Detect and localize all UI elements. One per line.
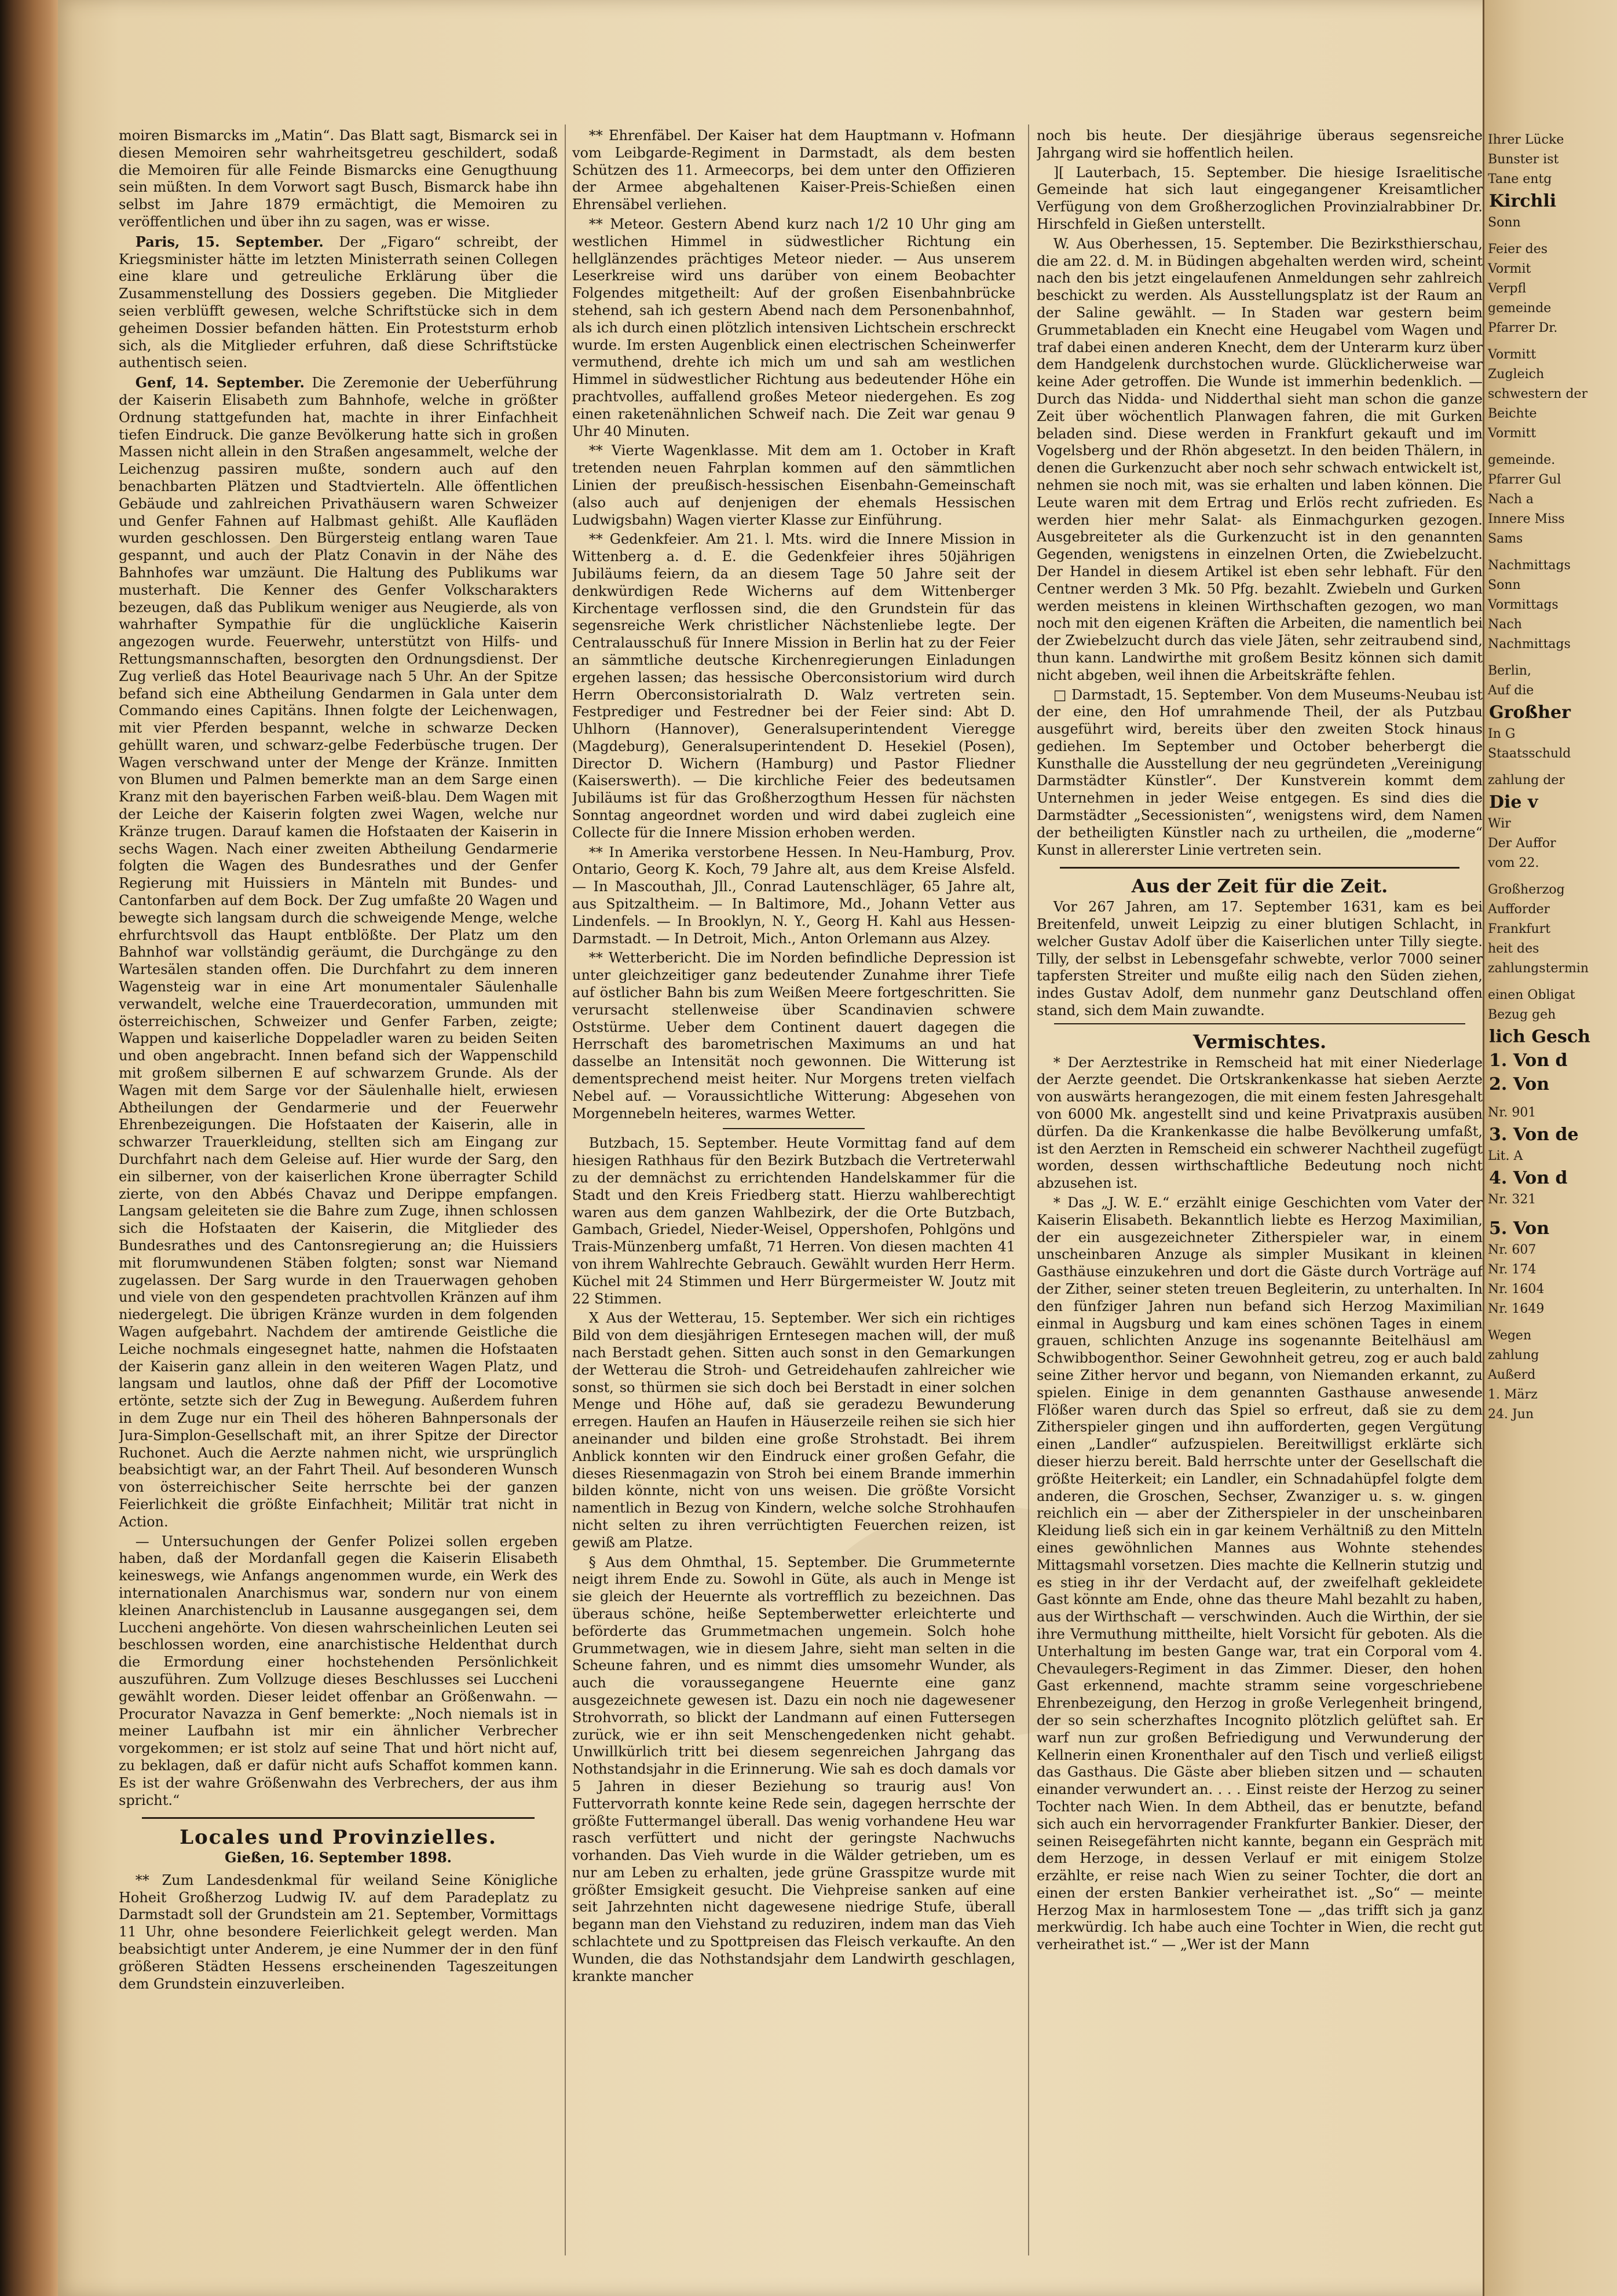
section-heading-locales: Locales und Provinzielles. bbox=[180, 1826, 497, 1850]
section-rule bbox=[1054, 1023, 1465, 1024]
adjacent-page-line: zahlung der bbox=[1488, 773, 1565, 788]
article-paragraph: □ Darmstadt, 15. September. Von dem Museums-Neubau ist der eine, den Hof umrahmende Theil, der als Putzbau ausgeführt wird, bereits über den zweiten Stock hinaus gediehen. Im September und October beherbergt die Kunsthalle die Ausstellung der neu gegründeten „Vereinigung Darmstädter Künstler“. Der Kunstverein kommt dem Unternehmen in jeder Weise entgegen. Es sind dies die Darmstädter „Secessionisten“, wenigstens wird, dem Namen der betheiligten Künstler nach zu urtheilen, die „moderne“ Kunst in allererster Linie vertreten sein. bbox=[1037, 686, 1483, 858]
adjacent-page-line: Nach a bbox=[1488, 492, 1534, 507]
adjacent-page-line: Sonn bbox=[1488, 215, 1521, 230]
adjacent-page-line: 5. Von bbox=[1489, 1218, 1550, 1239]
adjacent-page-line: Außerd bbox=[1488, 1368, 1536, 1382]
adjacent-page-line: Staatsschuld bbox=[1488, 746, 1571, 761]
adjacent-page-line: Nr. 1649 bbox=[1488, 1302, 1545, 1316]
adjacent-page-line: Pfarrer Gul bbox=[1488, 473, 1561, 487]
adjacent-page-line: Kirchli bbox=[1489, 191, 1557, 211]
adjacent-page-line: 4. Von d bbox=[1489, 1168, 1568, 1188]
adjacent-page-line: Nr. 321 bbox=[1488, 1192, 1536, 1207]
adjacent-page-line: vom 22. bbox=[1488, 856, 1539, 870]
article-paragraph bbox=[119, 374, 558, 1530]
adjacent-page-line: In G bbox=[1488, 727, 1516, 741]
adjacent-page-line: 24. Jun bbox=[1488, 1407, 1534, 1422]
article-paragraph: Butzbach, 15. September. Heute Vormittag fand auf dem hiesigen Rathhaus für den Bezirk Butzbach die Vertreterwahl zu der demnächst zu errichtenden Handelskammer für die Stadt und den Kreis Friedberg statt. Hierzu wahlberechtigt waren aus dem ganzen Wahlbezirk, der die Orte Butzbach, Gambach, Griedel, Nieder-Weisel, Oppershofen, Pohlgöns und Trais-Münzenberg umfaßt, 71 Herren. Von diesen machten 41 von ihrem Wahlrechte Gebrauch. Gewählt wurden Herr Herm. Küchel mit 24 Stimmen und Herr Bürgermeister W. Joutz mit 22 Stimmen. bbox=[572, 1135, 1015, 1307]
article-paragraph: — Untersuchungen der Genfer Polizei sollen ergeben haben, daß der Mordanfall gegen die Kaiserin Elisabeth keineswegs, wie Anfangs angenommen wurde, ein Werk des internationalen Anarchismus war, sondern nur von einem kleinen Anarchistenclub in Lausanne ausgegangen sei, dem Luccheni angehörte. Von diesen wahrscheinlichen Leuten sei beschlossen worden, eine anarchistische Heldenthat durch die Ermordung einer hochstehenden Persönlichkeit auszuführen. Zum Vollzuge dieses Beschlusses sei Luccheni gewählt worden. Dieser leidet offenbar an Größenwahn. — Procurator Navazza in Genf bemerkte: „Noch niemals ist in meiner Laufbahn ist mir ein ähnlicher Verbrecher vorgekommen; er ist stolz auf seine That und hört nicht auf, zu beklagen, daß er dafür nicht aufs Schaffot kommen kann. Es ist der wahre Größenwahn des Verbrechers, der aus ihm spricht.“ bbox=[119, 1533, 558, 1808]
adjacent-page-line: Sams bbox=[1488, 532, 1523, 546]
article-paragraph: ** Ehrenfäbel. Der Kaiser hat dem Hauptmann v. Hofmann vom Leibgarde-Regiment in Darmstadt, als dem besten Schützen des 11. Armeecorps, bei dem unter den Offizieren der Armee abgehaltenen Kaiser-Preis-Schießen einen Ehrensäbel verliehen. bbox=[572, 127, 1015, 213]
column-rule bbox=[565, 124, 566, 2255]
adjacent-page-line: gemeinde. bbox=[1488, 453, 1556, 467]
adjacent-page-line: 3. Von de bbox=[1489, 1125, 1579, 1145]
column-3 bbox=[1037, 127, 1483, 2282]
article-paragraph: ** Gedenkfeier. Am 21. l. Mts. wird die Innere Mission in Wittenberg a. d. E. die Gedenkfeier ihres 50jährigen Jubiläums feiern, da an diesem Tage 50 Jahre seit der denkwürdigen Rede Wicherns auf dem Wittenberger Kirchentage verflossen sind, die den Grundstein für das segensreiche Werk christlicher Nächstenliebe legte. Der Centralausschuß für Innere Mission in Berlin hat zu der Feier an sämmtliche deutsche Kirchenregierungen Einladungen ergehen lassen; das hessische Oberconsistorium wird durch Herrn Oberconsistorialrath D. Walz vertreten sein. Festprediger und Festredner bei der Feier sind: Abt D. Uhlhorn (Hannover), Generalsuperintendent Vieregge (Magdeburg), Generalsuperintendent D. Hesekiel (Posen), Director D. Wichern (Hamburg) und Pastor Fliedner (Kaiserswerth). — Die kirchliche Feier des bedeutsamen Jubiläums ist für das Großherzogthum Hessen für nächsten Sonntag angeordnet worden und wird dabei zugleich eine Collecte für die Innere Mission erhoben werden. bbox=[572, 531, 1015, 841]
adjacent-page-line: Auf die bbox=[1488, 683, 1534, 698]
article-paragraph: ** Meteor. Gestern Abend kurz nach 1/2 10 Uhr ging am westlichen Himmel in südwestlicher Richtung ein hellglänzendes prächtiges Meteor nieder. — Aus unserem Leserkreise wird uns darüber von einem Beobachter Folgendes mitgetheilt: Auf der großen Eisenbahnbrücke stehend, sah ich gestern Abend nach dem Personenbahnhof, als ich durch einen plötzlich intensiven Lichtschein erschreckt wurde. Im ersten Augenblick einen electrischen Scheinwerfer vermuthend, drehte ich mich um und sah am westlichen Himmel in südwestlicher Richtung aus bedeutender Höhe ein prachtvolles, auffallend großes Meteor niedergehen. Es zog einen raketenähnlichen Schweif nach. Die Zeit war genau 9 Uhr 40 Minuten. bbox=[572, 215, 1015, 440]
adjacent-page-line: Aufforder bbox=[1488, 902, 1550, 917]
adjacent-page-line: 1. Von d bbox=[1489, 1050, 1568, 1071]
article-text: Die Zeremonie der Ueberführung der Kaiserin Elisabeth zum Bahnhofe, welche in größter Ordnung stattgefunden hat, machte in ihrer Einfachheit tiefen Eindruck. Die ganze Bevölkerung hatte sich in großen Massen nicht allein in den Straßen angesammelt, welche der Leichenzug passiren mußte, sondern auch auf den benachbarten Plätzen und Stadtvierteln. Alle öffentlichen Gebäude und zahlreichen Privathäusern waren Schweizer und Genfer Fahnen auf Halbmast gehißt. Alle Kaufläden wurden geschlossen. Den Bürgersteig entlang waren Taue gespannt, und auch der Platz Conavin in der Nähe des Bahnhofes war umzäunt. Die Haltung des Publikums war musterhaft. Die Kenner des Genfer Volkscharakters bezeugen, daß das Publikum weniger aus Neugierde, als von wahrhafter Sympathie für die unglückliche Kaiserin angezogen wurde. Feuerwehr, unterstützt von Hilfs- und Rettungsmannschaften, besorgten den Ordnungsdienst. Der Zug verließ das Hotel Beaurivage nach 5 Uhr. An der Spitze befand sich eine Abtheilung Gendarmen in Gala unter dem Commando eines Capitäns. Ihnen folgte der Leichenwagen, mit vier Pferden bespannt, welche in schwarze Decken gehüllt waren, und schwarz-gelbe Federbüsche trugen. Der Wagen verschwand unter der Menge der Kränze. Inmitten von Blumen und Palmen bemerkte man an dem Sarge einen Kranz mit den bayerischen Farben weiß-blau. Dem Wagen mit der Leiche der Kaiserin folgten zwei Wagen, welche nur Kränze trugen. Darauf kamen die Hofstaaten der Kaiserin in sechs Wagen. Nach einer zweiten Abtheilung Gendarmerie folgten die Wagen des Bundesrathes und der Genfer Regierung mit Huissiers in Mänteln mit Bundes- und Cantonfarben auf dem Bock. Der Zug umfaßte 20 Wagen und bewegte sich langsam durch die schweigende Menge, welche ehrfurchtsvoll das Haupt entblößte. Der Platz um den Bahnhof war vollständig geräumt, die Durchgänge zu den Wartesälen standen offen. Die Durchfahrt zu dem inneren Wagensteig war in eine Art monumentaler Säulenhalle verwandelt, welche eine Trauerdecoration, ummunden mit österreichischen, Schweizer und Genfer Farben, zeigte; Wappen und kaiserliche Doppeladler waren zu beiden Seiten und oben angebracht. Innen befand sich der Wappenschild mit großem silbernen E auf schwarzem Grunde. Als der Wagen mit dem Sarge vor der Säulenhalle hielt, erwiesen Abtheilungen der Gendarmerie und der Feuerwehr Ehrenbezeigungen. Die Hofstaaten der Kaiserin, alle in schwarzer Trauerkleidung, stellten sich am Eingang zur Durchfahrt nach dem Geleise auf. Hier wurde der Sarg, den ein silberner, von der kaiserlichen Krone überragter Schild zierte, von den Abbés Chavaz und Derippe empfangen. Langsam geleiteten sie die Bahre zum Zuge, ihnen schlossen sich die Hofstaaten der Kaiserin, die Mitglieder des Bundesrathes und des Cantonsregierung an; die Huissiers mit florumwundenen Stäben folgten; sonst war Niemand zugelassen. Der Sarg wurde in den Trauerwagen gehoben und viele von den gespendeten prachtvollen Kränzen auf ihm niedergelegt. Die übrigen Kränze wurden in dem folgenden Wagen aufgebahrt. Nachdem der amtirende Geistliche die Leiche nochmals eingesegnet hatte, nahmen die Hofstaaten der Kaiserin ganz allein in den weiteren Wagen Platz, und langsam und lautlos, ohne daß der Pfiff der Locomotive ertönte, setzte sich der Zug in Bewegung. Außerdem fuhren in dem Zuge nur ein Theil des höheren Bahnpersonals der Jura-Simplon-Gesellschaft mit, an ihrer Spitze der Director Ruchonet. Auch die Aerzte nahmen nicht, wie ursprünglich beabsichtigt war, an der Fahrt Theil. Auf besonderen Wunsch von österreichischer Seite herrschte bei der ganzen Feierlichkeit die größte Einfachheit; Militär trat nicht in Action. bbox=[119, 375, 558, 1530]
section-dateline: Gießen, 16. September 1898. bbox=[225, 1849, 452, 1866]
adjacent-page-line: Zugleich bbox=[1488, 367, 1545, 382]
adjacent-page-line: Der Auffor bbox=[1488, 836, 1556, 851]
section-rule bbox=[1060, 867, 1459, 869]
section-rule bbox=[723, 1128, 865, 1129]
adjacent-page-line: Beichte bbox=[1488, 407, 1537, 421]
adjacent-page-line: Ihrer Lücke bbox=[1488, 133, 1564, 147]
article-text: Der „Figaro“ schreibt, der Kriegsminister hätte im letzten Ministerrath seinen Collegen eine klare und getreuliche Erklärung über die Zusammenstellung des Dossiers gegeben. Die Mitglieder seien verblüfft gewesen, welche Schriftstücke sich in dem geheimen Dossier befanden hätten. Ein Proteststurm erhob sich, als die Mitglieder erfuhren, daß diese Schriftstücke authentisch seien. bbox=[119, 233, 558, 371]
adjacent-page-line: Sonn bbox=[1488, 578, 1521, 592]
article-paragraph bbox=[119, 233, 558, 372]
adjacent-page-line: Großher bbox=[1489, 702, 1571, 723]
adjacent-page-line: Wir bbox=[1488, 816, 1511, 831]
adjacent-page-line: Großherzog bbox=[1488, 882, 1565, 897]
article-paragraph: ** Wetterbericht. Die im Norden befindliche Depression ist unter gleichzeitiger ganz bedeutender Zunahme ihrer Tiefe auf östlicher Bahn bis zum Weißen Meere fortgeschritten. Sie verursacht stellenweise über Scandinavien schwere Oststürme. Ueber dem Continent dauert dagegen die Herrschaft des barometrischen Maximums an und hat dasselbe an Intensität noch gewonnen. Die Witterung ist dementsprechend meist heiter. Nur Morgens treten vielfach Nebel auf. — Voraussichtliche Witterung: Abgesehen von Morgennebeln heiteres, warmes Wetter. bbox=[572, 950, 1015, 1122]
section-heading-zeit: Aus der Zeit für die Zeit. bbox=[1131, 875, 1388, 898]
article-paragraph: Ⅹ Aus der Wetterau, 15. September. Wer sich ein richtiges Bild von dem diesjährigen Erntesegen machen will, der muß nach Berstadt gehen. Sitten auch sonst in den Gemarkungen der Wetterau die Stroh- und Getreidehaufen zahlreicher wie sonst, so thürmen sie sich doch bei Berstadt in einer solchen Menge und Höhe auf, daß sie geradezu Bewunderung erregen. Haufen an Haufen in Häuserzeile reihen sie sich hier aneinander und bilden eine große Strohstadt. Bei ihrem Anblick konnten wir den Eindruck einer großen Gefahr, die dieses Riesenmagazin von Stroh bei einem Brande immerhin bilden könnte, nicht von uns weisen. Die größte Vorsicht namentlich in Bezug von Kindern, welche solche Strohhaufen nicht selten zu ihren verrüchtigten Feuerchen reizen, ist gewiß am Platze. bbox=[572, 1310, 1015, 1551]
adjacent-page-line: zahlungstermin bbox=[1488, 961, 1589, 976]
adjacent-page-line: 1. März bbox=[1488, 1387, 1538, 1402]
adjacent-page-line: Wegen bbox=[1488, 1328, 1532, 1343]
column-2 bbox=[572, 127, 1015, 2282]
article-paragraph: § Aus dem Ohmthal, 15. September. Die Grummeternte neigt ihrem Ende zu. Sowohl in Güte, als auch in Menge ist sie gleich der Heuernte als vortrefflich zu bezeichnen. Das überaus schöne, heiße Septemberwetter erleichterte und beförderte das Grummetmachen ungemein. Solch hohe Grummetwagen, wie in diesem Jahre, sieht man selten in die Scheune fahren, und es nimmt dies umsomehr Wunder, als auch die voraussegangene Heuernte eine ganz ausgezeichnete gewesen ist. Dazu ein noch nie dagewesener Strohvorrath, so blickt der Landmann auf einen Futtersegen zurück, wie er ihn seit Menschengedenken nicht gehabt. Unwillkürlich tritt bei diesem segenreichen Jahrgang das Nothstandsjahr in die Erinnerung. Wie sah es doch damals vor 5 Jahren in dieser Beziehung so traurig aus! Von Futtervorrath konnte keine Rede sein, dagegen herrschte der größte Futtermangel überall. Das wenig vorhandene Heu war rasch verfüttert und nicht der geringste Nachwuchs vorhanden. Das Vieh wurde in die Wälder getrieben, um es nur am Leben zu erhalten, jede grüne Grasspitze wurde mit größter Emsigkeit gesucht. Die Viehpreise sanken auf eine seit Jahrzehnten nicht dagewesene niedrige Stufe, überall begann man den Viehstand zu reduziren, indem man das Vieh schlachtete und zu Spottpreisen das Fleisch verkaufte. An den Wunden, die das Nothstandsjahr dem Landwirth geschlagen, krankte mancher bbox=[572, 1554, 1015, 1984]
adjacent-page-line: Vormittags bbox=[1488, 598, 1559, 612]
adjacent-page-line: gemeinde bbox=[1488, 301, 1552, 316]
article-paragraph: ][ Lauterbach, 15. September. Die hiesige Israelitische Gemeinde hat sich laut eingegangener Kreisamtlicher Verfügung von dem Großherzoglichen Provinzialrabbiner Dr. Hirschfeld in Gießen unterstellt. bbox=[1037, 164, 1483, 232]
adjacent-page-line: Nach bbox=[1488, 617, 1522, 632]
adjacent-page-line: Nr. 607 bbox=[1488, 1243, 1536, 1257]
adjacent-page-line: Nr. 901 bbox=[1488, 1105, 1536, 1120]
adjacent-page-line: Nachmittags bbox=[1488, 637, 1571, 651]
adjacent-page-line: Nachmittags bbox=[1488, 558, 1571, 573]
column-rule bbox=[1028, 124, 1029, 2255]
adjacent-page-line: Bezug geh bbox=[1488, 1008, 1556, 1022]
section-rule bbox=[142, 1817, 535, 1819]
column-1 bbox=[119, 127, 558, 2282]
dateline-lead: Genf, 14. September. bbox=[135, 374, 305, 391]
adjacent-page-line: Innere Miss bbox=[1488, 512, 1565, 526]
article-paragraph: moiren Bismarcks im „Matin“. Das Blatt sagt, Bismarck sei in diesen Memoiren sehr wahrheitsgetreu geschildert, sodaß die Memoiren für alle Feinde Bismarcks eine Genugthuung sein müßten. In dem Vorwort sagt Busch, Bismarck habe ihn selbst im Jahre 1879 ermächtigt, die Memoiren zu veröffentlichen und über ihn zu sagen, was er wisse. bbox=[119, 127, 558, 230]
adjacent-page-line: Die v bbox=[1489, 792, 1538, 812]
adjacent-page-line: Bunster ist bbox=[1488, 152, 1559, 167]
adjacent-page-line: zahlung bbox=[1488, 1348, 1539, 1363]
adjacent-page-line: Vormitt bbox=[1488, 347, 1536, 362]
adjacent-page-line: 2. Von bbox=[1489, 1074, 1550, 1094]
adjacent-page-line: Lit. A bbox=[1488, 1149, 1523, 1163]
adjacent-page-line: Feier des bbox=[1488, 242, 1548, 257]
adjacent-page-line: Frankfurt bbox=[1488, 922, 1551, 936]
article-paragraph: Vor 267 Jahren, am 17. September 1631, kam es bei Breitenfeld, unweit Leipzig zu einer blutigen Schlacht, in welcher Gustav Adolf über die Kaiserlichen unter Tilly siegte. Tilly, der selbst in Lebensgefahr schwebte, verlor 7000 seiner tapfersten Streiter und mußte eilig nach den Süden ziehen, indes Gustav Adolf, dem nunmehr ganz Deutschland offen stand, sich dem Main zuwandte. bbox=[1037, 899, 1483, 1019]
adjacent-page-line: schwestern der bbox=[1488, 387, 1588, 401]
adjacent-page-line: heit des bbox=[1488, 942, 1539, 956]
adjacent-page-text bbox=[1484, 0, 1617, 1423]
adjacent-page-line: Tane entg bbox=[1488, 172, 1552, 186]
adjacent-page-line: Berlin, bbox=[1488, 664, 1531, 678]
article-paragraph: ** Zum Landesdenkmal für weiland Seine Königliche Hoheit Großherzog Ludwig IV. auf dem Paradeplatz zu Darmstadt soll der Grundstein am 21. September, Vormittags 11 Uhr, ohne besondere Feierlichkeit gelegt werden. Man beabsichtigt unter Anderem, je eine Nummer der in den fünf größeren Städten Hessens erscheinenden Tageszeitungen dem Grundstein einzuverleiben. bbox=[119, 1872, 558, 1992]
adjacent-page-line: einen Obligat bbox=[1488, 988, 1575, 1002]
article-paragraph: W. Aus Oberhessen, 15. September. Die Bezirksthierschau, die am 22. d. M. in Büdingen abgehalten werden wird, scheint nach den bis jetzt eingelaufenen Anmeldungen sehr zahlreich beschickt zu werden. Als Ausstellungsplatz ist der Raum an der Saline gewählt. — In Staden war gestern beim Grummetabladen ein Knecht eine Heugabel vom Wagen und traf dabei einen anderen Knecht, dem der Unterarm kurz über dem Handgelenk durchstochen wurde. Glücklicherweise war keine Ader getroffen. Die Wunde ist immerhin bedenklich. — Durch das Nidda- und Nidderthal sieht man schon die ganze Zeit über wöchentlich Planwagen fahren, die mit Gurken beladen sind. Diese werden in Frankfurt gekauft und im Vogelsberg und der Rhön abgesetzt. In den beiden Thälern, in denen die Gurkenzucht aber noch sehr schwach entwickelt ist, nehmen sie noch mit, was sie erhalten und laben können. Die Leute waren mit dem Ertrag und Erlös recht zufrieden. Es werden hier mehr Salat- als Einmachgurken gezogen. Ausgebreiteter als die Gurkenzucht ist in den genannten Gegenden, wenigstens in einzelnen Orten, die Zwiebelzucht. Der Handel in diesem Artikel ist eben sehr lebhaft. Für den Centner werden 3 Mk. 50 Pfg. bezahlt. Zwiebeln und Gurken werden meistens in kleinen Wirthschaften gezogen, wo man noch mit den eigenen Kräften die Arbeiten, die namentlich bei der Zwiebelzucht durch das viele Jäten, sehr zeitraubend sind, thun kann. Landwirthe mit großem Besitz können sich damit nicht abgeben, weil ihnen die Arbeitskräfte fehlen. bbox=[1037, 235, 1483, 683]
adjacent-page-line: Nr. 174 bbox=[1488, 1262, 1536, 1277]
adjacent-page-line: Vormit bbox=[1488, 262, 1531, 276]
dateline-lead: Paris, 15. September. bbox=[135, 233, 324, 250]
article-paragraph: * Der Aerztestrike in Remscheid hat mit einer Niederlage der Aerzte geendet. Die Ortskrankenkasse hat sieben Aerzte von auswärts herangezogen, die mit einem festen Jahresgehalt von 6000 Mk. angestellt sind und keine Privatpraxis ausüben dürfen. Da die Krankenkasse die halbe Bevölkerung umfaßt, ist den Aerzten in Remscheid ein schwerer Nachtheil zugefügt worden, dessen wirthschaftliche Bedeutung noch nicht abzusehen ist. bbox=[1037, 1054, 1483, 1192]
adjacent-page-line: Vormitt bbox=[1488, 426, 1536, 441]
article-paragraph: ** Vierte Wagenklasse. Mit dem am 1. October in Kraft tretenden neuen Fahrplan kommen auf den sämmtlichen Linien der preußisch-hessischen Eisenbahn-Gemeinschaft (also auch auf denjenigen der ehemals Hessischen Ludwigsbahn) Wagen vierter Klasse zur Einführung. bbox=[572, 442, 1015, 528]
adjacent-page-strip bbox=[1483, 0, 1617, 2296]
adjacent-page-line: lich Gesch bbox=[1489, 1027, 1590, 1047]
article-paragraph: noch bis heute. Der diesjährige überaus segensreiche Jahrgang wird sie hoffentlich heilen. bbox=[1037, 127, 1483, 161]
section-heading-vermischtes: Vermischtes. bbox=[1192, 1030, 1327, 1053]
adjacent-page-line: Verpfl bbox=[1488, 281, 1527, 296]
book-binding bbox=[0, 0, 58, 2296]
article-paragraph: * Das „J. W. E.“ erzählt einige Geschichten vom Vater der Kaiserin Elisabeth. Bekanntlich liebte es Herzog Maximilian, der ein ausgezeichneter Zitherspieler war, in einem unscheinbaren Anzuge als simpler Musikant in kleinen Gasthäuse einzukehren und dort die Gäste durch Vorträge auf der Zither, seiner steten treuen Begleiterin, zu unterhalten. In den fünfziger Jahren nun befand sich Herzog Maximilian einmal in Augsburg und kam eines schönen Tages in einem grauen, schlichten Anzuge ins sogenannte Beitelhäusl am Schwibbogenthor. Seiner Gewohnheit getreu, zog er auch bald seine Zither hervor und begann, von Niemanden erkannt, zu spielen. Einige in dem genannten Gasthause anwesende Flößer waren durch das Spiel so erfreut, daß sie zu dem Zitherspieler gingen und ihn aufforderten, gegen Vergütung einen „Landler“ aufzuspielen. Bereitwilligst erklärte sich dieser hierzu bereit. Bald herrschte unter der Gesellschaft die größte Heiterkeit; ein Landler, ein Schnadahüpfel folgte dem anderen, die Groschen, Sechser, Zwanziger u. s. w. gingen reichlich ein — aber der Zitherspieler in der unscheinbaren Kleidung ließ sich ein in gar keinem Verhältniß zu den Mitteln eines gewöhnlichen Mannes aus Wohnte stehendes Mittagsmahl vorsetzen. Dies machte die Kellnerin stutzig und es stieg in ihr der Verdacht auf, der zweifelhaft gekleidete Gast könnte am Ende, ohne das theure Mahl bezahlt zu haben, aus der Wirthschaft — verschwinden. Auch die Wirthin, der sie ihre Vermuthung mittheilte, hielt Vorsicht für geboten. Als die Unterhaltung im besten Gange war, trat ein Corporal vom 4. Chevaulegers-Regiment in das Zimmer. Dieser, den hohen Gast erkennend, machte stramm seine vorgeschriebene Ehrenbezeigung, den Herzog in große Verlegenheit bringend, der so sein scherzhaftes Incognito plötzlich gelüftet sah. Er warf nun zur großen Befriedigung und Verwunderung der Kellnerin einen Kronenthaler auf den Tisch und verließ eiligst das Gasthaus. Die Gäste aber blieben sitzen und — schauten einander verwundert an. . . . Einst reiste der Herzog zu seiner Tochter nach Wien. In dem Abtheil, das er benutzte, befand sich auch ein hervorragender Frankfurter Bankier. Dieser, der seinen Reisegefährten nicht kannte, begann ein Gespräch mit dem Herzoge, in dessen Verlauf er mit einigem Stolze erzählte, er reise nach Wien zu seiner Tochter, die dort an einen der ersten Bankier verheirathet ist. „So“ — meinte Herzog Max in harmlosestem Tone — „das trifft sich ja ganz merkwürdig. Ich habe auch eine Tochter in Wien, die recht gut verheirathet ist.“ — „Wer ist der Mann bbox=[1037, 1195, 1483, 1953]
article-paragraph: ** In Amerika verstorbene Hessen. In Neu-Hamburg, Prov. Ontario, Georg K. Koch, 79 Jahre alt, aus dem Kreise Alsfeld. — In Mascouthah, Jll., Conrad Lautenschläger, 65 Jahre alt, aus Spitzaltheim. — In Baltimore, Md., Johann Vetter aus Lindenfels. — In Brooklyn, N. Y., Georg H. Kahl aus Hessen-Darmstadt. — In Detroit, Mich., Anton Orlemann aus Alzey. bbox=[572, 844, 1015, 947]
adjacent-page-line: Nr. 1604 bbox=[1488, 1282, 1545, 1297]
adjacent-page-line: Pfarrer Dr. bbox=[1488, 321, 1558, 335]
